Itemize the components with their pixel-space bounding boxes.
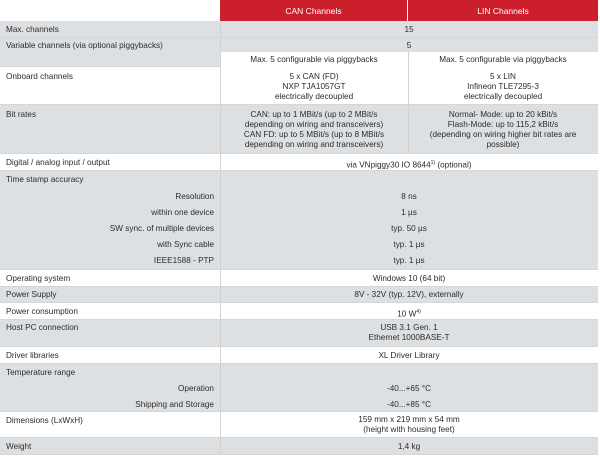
row-label: Onboard channels (6, 72, 73, 81)
temperature-storage-value: -40...+85 °C (386, 400, 431, 409)
row-value: 1,4 kg (397, 442, 421, 451)
lin-value-line-2: Flash-Mode: up to 115,2 kBit/s (447, 120, 559, 129)
timestamp-resolution-value: 8 ns (401, 192, 417, 201)
row-label: Time stamp accuracy (6, 175, 84, 184)
row-temperature-range (0, 364, 598, 412)
dimensions-value-line-1: 159 mm x 219 mm x 54 mm (358, 415, 460, 424)
lin-value-line-1: 5 x LIN (490, 72, 516, 81)
can-value: Max. 5 configurable via piggybacks (250, 55, 378, 64)
row-label: Digital / analog input / output (6, 158, 110, 167)
row-label: Operating system (6, 274, 71, 283)
row-label: Weight (6, 442, 32, 451)
row-value: 8V - 32V (typ. 12V), externally (354, 290, 464, 299)
can-value-line-1: 5 x CAN (FD) (289, 72, 339, 81)
footnote-marker: 4) (416, 309, 421, 315)
timestamp-device-label: within one device (151, 208, 214, 217)
row-label: Host PC connection (6, 323, 79, 332)
can-value-line-2: depending on wiring and transceivers) (244, 120, 384, 129)
row-value (220, 158, 598, 171)
lin-value-line-2: Infineon TLE7295-3 (467, 82, 539, 91)
header-can-channels: CAN Channels (220, 0, 408, 21)
power-consumption-value: 10 W (397, 309, 417, 319)
digital-io-suffix: (optional) (435, 160, 472, 170)
row-weight (0, 438, 598, 455)
row-bit-rates (0, 105, 598, 154)
host-pc-value-line-1: USB 3.1 Gen. 1 (380, 323, 438, 332)
timestamp-resolution-label: Resolution (175, 192, 214, 201)
timestamp-swsync-label: SW sync. of multiple devices (109, 224, 214, 233)
row-value (220, 307, 598, 320)
row-value: XL Driver Library (378, 351, 440, 360)
row-operating-system (0, 270, 598, 287)
row-label: Power Supply (6, 290, 57, 299)
can-value-line-1: CAN: up to 1 MBit/s (up to 2 MBit/s (250, 110, 378, 119)
timestamp-ptp-label: IEEE1588 - PTP (153, 256, 214, 265)
can-value-line-2: NXP TJA1057GT (282, 82, 346, 91)
row-dimensions (0, 412, 598, 438)
temperature-storage-label: Shipping and Storage (135, 400, 214, 409)
temperature-operation-value: -40...+65 °C (386, 384, 431, 393)
row-onboard-channels (0, 67, 598, 105)
timestamp-device-value: 1 µs (401, 208, 417, 217)
timestamp-synccable-label: with Sync cable (157, 240, 214, 249)
digital-io-value: via VNpiggy30 IO 8644 (346, 160, 431, 170)
lin-value-line-1: Normal- Mode: up to 20 kBit/s (448, 110, 558, 119)
footnote-marker: 1) (430, 160, 436, 166)
row-value: 15 (404, 25, 414, 34)
dimensions-value-line-2: (height with housing feet) (363, 425, 455, 434)
lin-value-line-3: (depending on wiring higher bit rates are (429, 130, 577, 139)
row-value: 5 (406, 41, 412, 50)
row-host-pc-connection (0, 320, 598, 347)
table-header (0, 0, 600, 21)
host-pc-value-line-2: Ethernet 1000BASE-T (368, 333, 450, 342)
lin-value: Max. 5 configurable via piggybacks (439, 55, 567, 64)
temperature-operation-label: Operation (178, 384, 214, 393)
row-label: Variable channels (via optional piggybacks) (6, 41, 163, 50)
row-label: Temperature range (6, 368, 76, 377)
row-label: Dimensions (LxWxH) (6, 416, 83, 425)
lin-value-line-4: possible) (486, 140, 520, 149)
lin-value-line-3: electrically decoupled (463, 92, 543, 101)
header-lin-channels: LIN Channels (408, 0, 598, 21)
row-timestamp-accuracy (0, 171, 598, 270)
column-divider (408, 67, 409, 105)
timestamp-swsync-value: typ. 50 µs (391, 224, 427, 233)
row-power-supply (0, 287, 598, 303)
row-label: Bit rates (6, 110, 37, 119)
column-divider (408, 52, 409, 67)
row-label: Max. channels (6, 25, 59, 34)
row-value: Windows 10 (64 bit) (372, 274, 446, 283)
can-value-line-4: depending on wiring and transceivers) (244, 140, 384, 149)
row-label: Power consumption (6, 307, 78, 316)
header-blank-cell (0, 0, 220, 21)
label-column-divider (220, 21, 221, 455)
row-digital-io (0, 154, 598, 171)
row-max-channels (0, 21, 598, 38)
row-power-consumption (0, 303, 598, 320)
timestamp-ptp-value: typ. 1 µs (393, 256, 425, 265)
can-value-line-3: electrically decoupled (274, 92, 354, 101)
row-label: Driver libraries (6, 351, 59, 360)
row-driver-libraries (0, 347, 598, 364)
row-variable-channels (0, 38, 598, 67)
column-divider (408, 105, 409, 154)
timestamp-synccable-value: typ. 1 µs (393, 240, 425, 249)
can-value-line-3: CAN FD: up to 5 MBit/s (up to 8 MBit/s (243, 130, 385, 139)
